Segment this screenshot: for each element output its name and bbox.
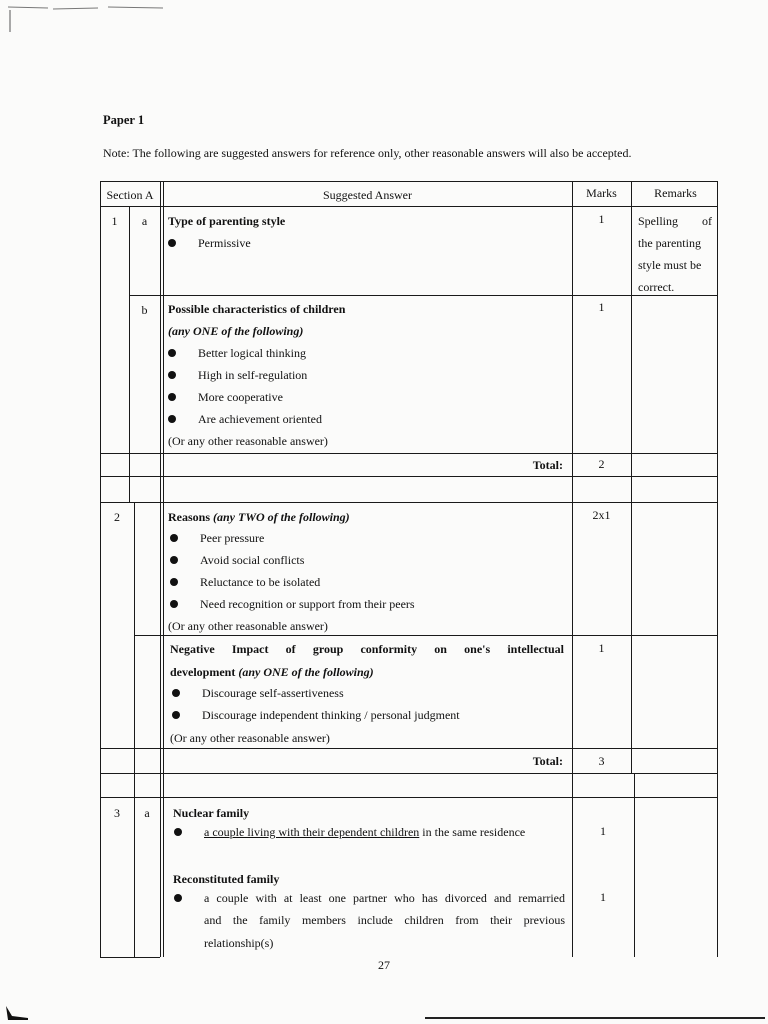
table-border [100, 181, 717, 182]
answer-bullet: Permissive [198, 236, 251, 250]
table-border [100, 773, 717, 774]
table-border [572, 181, 573, 957]
reasons-qualifier: (any TWO of the following) [213, 510, 350, 524]
table-border [163, 181, 164, 957]
header-section: Section A [106, 188, 154, 202]
answer-bullet: Peer pressure [200, 531, 265, 545]
answer-heading: Possible characteristics of children [168, 302, 346, 316]
marks-value: 1 [598, 212, 605, 226]
header-remarks: Remarks [654, 186, 697, 200]
underlined-keyword: a couple living with their dependent children [204, 825, 420, 839]
answer-heading: Type of parenting style [168, 214, 286, 228]
answer-continuation: and the family members include children from their previous [204, 913, 565, 927]
answer-qualifier: (any ONE of the following) [168, 324, 304, 338]
table-border [134, 635, 717, 636]
remarks-line: the parenting [638, 236, 701, 250]
answer-bullet: More cooperative [198, 390, 283, 404]
impact-heading: Negative Impact of group conformity on one's intellectual [170, 642, 564, 656]
answer-heading: Nuclear family [173, 806, 250, 820]
table-border [634, 773, 635, 957]
table-border [100, 748, 717, 749]
table-border [129, 206, 130, 502]
table-border [100, 797, 717, 798]
header-marks: Marks [586, 186, 617, 200]
paper-title: Paper 1 [103, 113, 145, 127]
page-number: 27 [378, 958, 390, 972]
answer-continuation: relationship(s) [204, 936, 274, 950]
answer-bullet: Reluctance to be isolated [200, 575, 321, 589]
answer-bullet: Discourage independent thinking / personal judgment [202, 708, 460, 722]
marks-value: 1 [600, 824, 606, 838]
answer-heading: Reconstituted family [173, 872, 280, 886]
question-number: 1 [111, 214, 118, 228]
answer-bullet [204, 825, 525, 839]
answer-bullet: a couple with at least one partner who has divorced and remarried [204, 891, 565, 905]
table-border [631, 181, 632, 773]
answer-other: (Or any other reasonable answer) [170, 731, 330, 745]
total-value: 2 [598, 457, 605, 471]
remarks-word: Spelling [638, 214, 679, 228]
answer-bullet: Discourage self-assertiveness [202, 686, 344, 700]
answer-bullet: Are achievement oriented [198, 412, 322, 426]
table-border [717, 181, 718, 957]
answer-bullet: Avoid social conflicts [200, 553, 305, 567]
remarks-word: of [702, 214, 712, 228]
marks-value: 1 [598, 641, 605, 655]
total-label: Total: [532, 754, 563, 768]
impact-qualifier: (any ONE of the following) [238, 665, 374, 679]
note-text: Note: The following are suggested answers for reference only, other reasonable answers will also be accepted. [103, 146, 632, 160]
header-suggested-answer: Suggested Answer [323, 188, 412, 202]
impact-heading-word: development [170, 665, 236, 679]
marks-value: 1 [598, 300, 605, 314]
impact-heading-line2 [170, 665, 374, 679]
remarks-line: style must be [638, 258, 702, 272]
answer-bullet: High in self-regulation [198, 368, 308, 382]
table-border [129, 295, 717, 296]
answer-heading [168, 510, 350, 524]
marks-value: 1 [600, 890, 606, 904]
bullet-rest: in the same residence [419, 825, 526, 839]
answer-other: (Or any other reasonable answer) [168, 434, 328, 448]
answer-bullet: Better logical thinking [198, 346, 306, 360]
reasons-heading: Reasons [168, 510, 211, 524]
remarks-line: correct. [638, 280, 675, 294]
answer-bullet: Need recognition or support from their peers [200, 597, 415, 611]
answer-other: (Or any other reasonable answer) [168, 619, 328, 633]
table-border [100, 453, 717, 454]
table-border [134, 502, 135, 957]
question-part: a [141, 214, 148, 228]
table-border [100, 181, 101, 957]
total-label: Total: [532, 458, 563, 472]
table-border [160, 181, 161, 957]
question-part: b [141, 303, 148, 317]
table-border [100, 502, 717, 503]
table-border [100, 206, 717, 207]
table-border [100, 476, 717, 477]
marks-value: 2x1 [592, 508, 611, 522]
question-number: 2 [114, 510, 120, 524]
total-value: 3 [598, 754, 605, 768]
remarks-text [638, 210, 712, 298]
question-part: a [144, 806, 150, 820]
question-number: 3 [114, 806, 120, 820]
